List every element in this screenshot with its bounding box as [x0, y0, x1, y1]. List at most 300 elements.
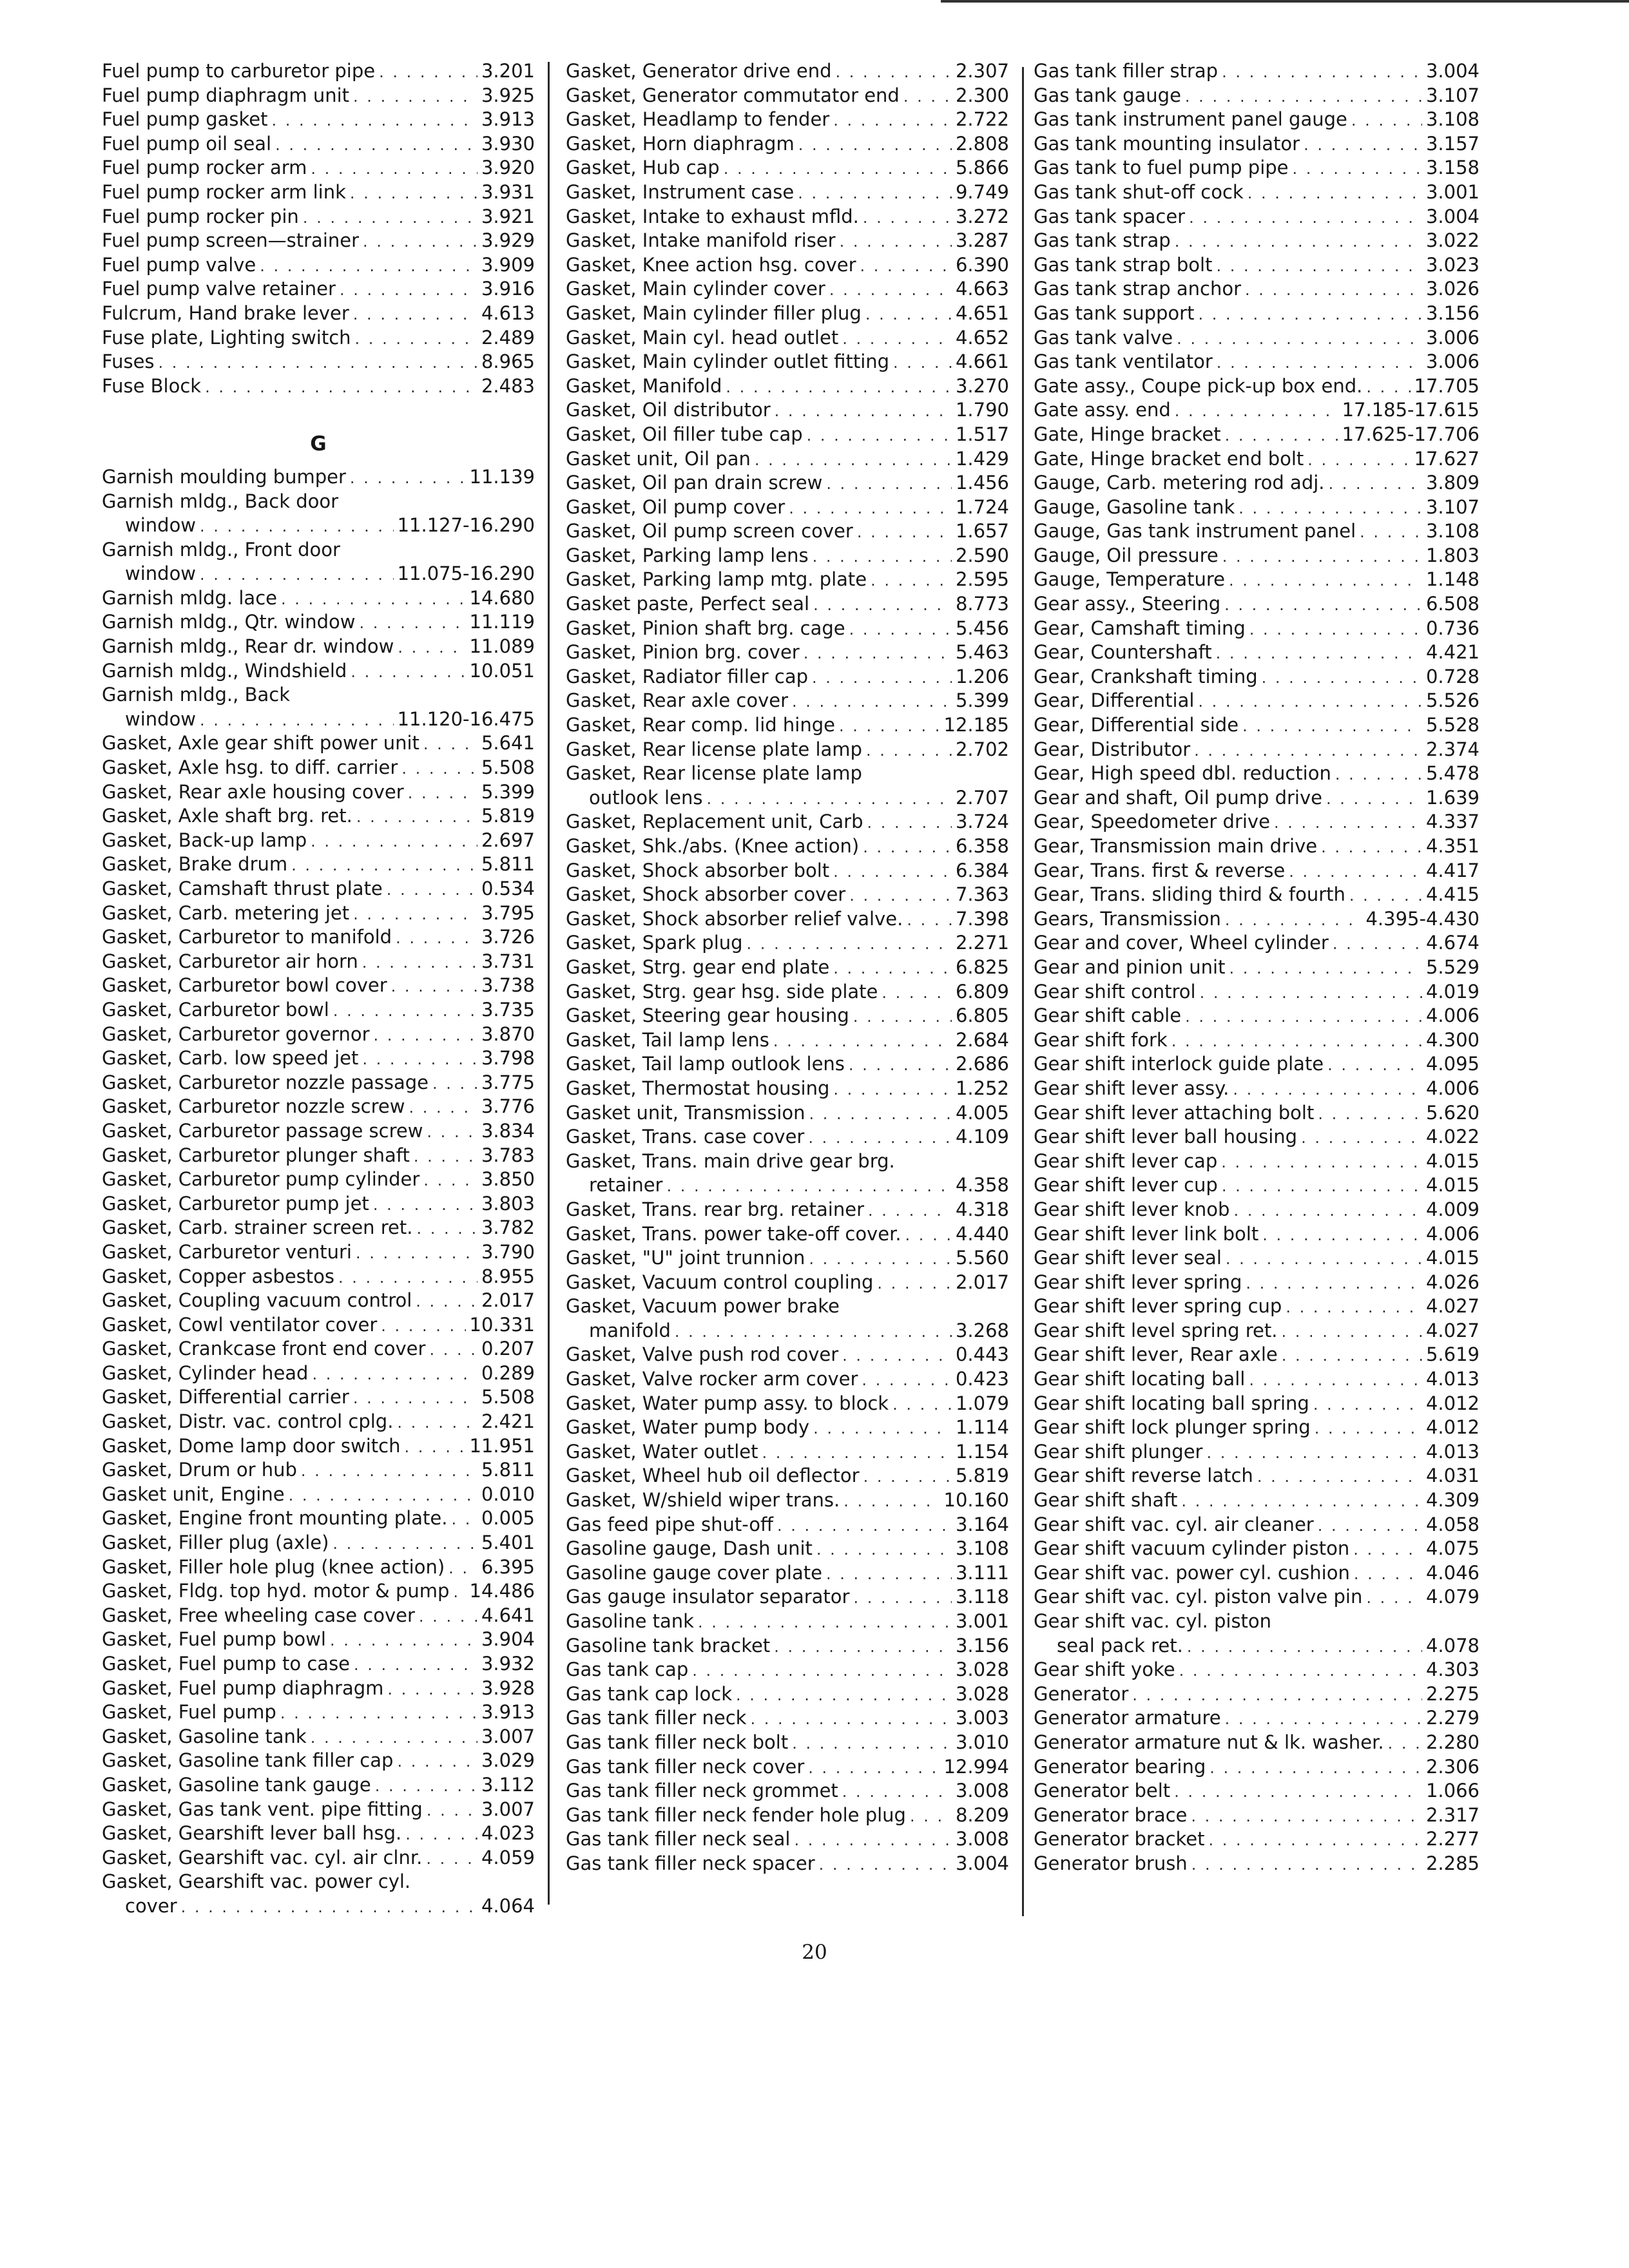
- dot-leader: [427, 1120, 477, 1144]
- index-entry: [566, 810, 1009, 834]
- entry-reference: 3.107: [1425, 84, 1480, 106]
- entry-term: Generator bearing: [1034, 1755, 1206, 1778]
- entry-reference: 2.300: [955, 84, 1009, 106]
- entry-reference: 4.415: [1425, 883, 1480, 906]
- index-entry: [102, 1240, 535, 1265]
- dot-leader: [826, 1562, 952, 1586]
- dot-leader: [1333, 932, 1422, 956]
- dot-leader: [1289, 860, 1422, 883]
- entry-reference: 11.951: [469, 1434, 535, 1457]
- entry-term: Gear shift lock plunger spring: [1034, 1416, 1311, 1439]
- entry-term: Gas tank filler neck spacer: [566, 1852, 815, 1874]
- index-entry: [102, 1604, 535, 1628]
- index-entry: [566, 1682, 1009, 1707]
- entry-term: Gasket, Trans. rear brg. retainer: [566, 1198, 865, 1220]
- entry-term: Gas tank filler neck: [566, 1707, 747, 1729]
- index-entry: [1034, 738, 1480, 762]
- entry-term: Gasket, Carburetor pump cylinder: [102, 1168, 420, 1191]
- entry-reference: 3.201: [481, 60, 535, 82]
- entry-reference: 3.870: [481, 1023, 535, 1045]
- index-entry-heading: Garnish mldg., Back: [102, 684, 290, 706]
- entry-term: cover: [125, 1894, 177, 1917]
- dot-leader: [409, 1096, 477, 1119]
- entry-reference: 2.277: [1425, 1828, 1480, 1850]
- index-entry: [566, 471, 1009, 495]
- entry-term: Gear shift locating ball spring: [1034, 1392, 1309, 1414]
- dot-leader: [1229, 569, 1422, 592]
- entry-reference: 3.006: [1425, 351, 1480, 373]
- dot-leader: [807, 424, 952, 447]
- dot-leader: [280, 1702, 477, 1725]
- dot-leader: [675, 1320, 952, 1343]
- dot-leader: [813, 545, 952, 568]
- entry-reference: 0.423: [955, 1368, 1009, 1390]
- entry-reference: 3.158: [1425, 157, 1480, 179]
- index-entry: [566, 1222, 1009, 1247]
- dot-leader: [260, 255, 477, 278]
- entry-reference: 4.064: [481, 1894, 535, 1917]
- dot-leader: [1301, 1126, 1422, 1149]
- dot-leader: [1177, 327, 1422, 351]
- index-entry: [566, 834, 1009, 859]
- entry-term: Gasket, Fldg. top hyd. motor & pump: [102, 1580, 450, 1602]
- index-entry: [1034, 84, 1480, 108]
- entry-term: Gasket, Carburetor air horn: [102, 950, 358, 972]
- dot-leader: [416, 1290, 477, 1313]
- entry-term: Fuel pump diaphragm unit: [102, 84, 350, 106]
- entry-term: Gasket, Gasoline tank: [102, 1725, 307, 1747]
- index-entry: [102, 277, 535, 302]
- index-entry: [102, 1192, 535, 1216]
- index-entry-heading: Gasket, Vacuum power brake: [566, 1295, 840, 1318]
- index-entry: [566, 1561, 1009, 1586]
- entry-reference: 3.272: [955, 205, 1009, 227]
- entry-reference: 4.079: [1425, 1586, 1480, 1608]
- index-entry: [102, 1289, 535, 1313]
- index-entry: [1034, 374, 1480, 399]
- entry-term: Gear, Crankshaft timing: [1034, 665, 1258, 687]
- dot-leader: [750, 1707, 952, 1731]
- entry-reference: 3.776: [481, 1095, 535, 1118]
- entry-reference: 3.775: [481, 1071, 535, 1093]
- entry-term: Garnish mldg., Qtr. window: [102, 611, 356, 633]
- index-entry: [566, 1827, 1009, 1852]
- dot-leader: [836, 61, 952, 84]
- column-divider-1: [548, 62, 550, 1905]
- entry-term: Gear, Differential side: [1034, 714, 1239, 736]
- entry-term: Gasket, Hub cap: [566, 157, 720, 179]
- index-entry: [1034, 956, 1480, 980]
- entry-reference: 3.909: [481, 253, 535, 276]
- entry-reference: 2.285: [1425, 1852, 1480, 1874]
- entry-reference: 2.017: [955, 1271, 1009, 1293]
- index-entry: [566, 302, 1009, 326]
- index-entry: [566, 447, 1009, 472]
- dot-leader: [416, 1217, 477, 1240]
- entry-reference: 17.705: [1414, 374, 1480, 397]
- entry-term: Gauge, Carb. metering rod adj.: [1034, 472, 1325, 494]
- entry-reference: 11.139: [469, 465, 535, 488]
- dot-leader: [877, 1272, 952, 1295]
- dot-leader: [423, 733, 477, 756]
- index-entry-heading: Gasket, Gearshift vac. power cyl.: [102, 1870, 411, 1893]
- index-entry: [102, 1313, 535, 1338]
- dot-leader: [813, 1417, 952, 1440]
- dot-leader: [706, 787, 952, 811]
- dot-leader: [1335, 763, 1422, 786]
- entry-reference: 5.528: [1425, 714, 1480, 736]
- entry-reference: 0.005: [481, 1507, 535, 1530]
- index-entry: [1034, 1803, 1480, 1828]
- entry-reference: 3.108: [955, 1537, 1009, 1560]
- entry-term: Generator brace: [1034, 1803, 1188, 1826]
- index-entry: [102, 829, 535, 853]
- entry-term: Gas tank filler neck seal: [566, 1828, 791, 1850]
- index-entry: [566, 1367, 1009, 1392]
- entry-term: retainer: [589, 1174, 663, 1196]
- entry-term: Gear shift lever, Rear axle: [1034, 1343, 1278, 1366]
- entry-term: Gas tank valve: [1034, 326, 1173, 349]
- dot-leader: [387, 1678, 477, 1701]
- entry-reference: 0.443: [955, 1343, 1009, 1366]
- entry-reference: 5.456: [955, 617, 1009, 639]
- entry-term: Gas tank strap bolt: [1034, 253, 1213, 276]
- entry-reference: 6.395: [481, 1555, 535, 1578]
- entry-reference: 1.657: [955, 520, 1009, 543]
- entry-reference: 3.156: [955, 1634, 1009, 1657]
- dot-leader: [351, 660, 465, 684]
- index-entry: [566, 1731, 1009, 1755]
- entry-reference: 3.010: [955, 1731, 1009, 1753]
- entry-term: Gasket, Axle gear shift power unit: [102, 732, 419, 754]
- entry-reference: 2.306: [1425, 1755, 1480, 1778]
- dot-leader: [1326, 787, 1422, 811]
- entry-term: Gasket, Carb. metering jet: [102, 901, 350, 924]
- entry-term: Fuel pump rocker pin: [102, 205, 299, 227]
- index-entry: [566, 665, 1009, 689]
- entry-reference: 4.351: [1425, 835, 1480, 857]
- dot-leader: [311, 157, 477, 180]
- index-entry: [102, 156, 535, 180]
- index-entry: [1034, 495, 1480, 520]
- index-entry: [1034, 859, 1480, 883]
- dot-leader: [774, 1635, 952, 1658]
- dot-leader: [1293, 157, 1422, 180]
- entry-term: Gasket, Carburetor bowl cover: [102, 974, 387, 997]
- dot-leader: [1221, 1151, 1422, 1174]
- dot-leader: [1248, 182, 1422, 205]
- dot-leader: [809, 1102, 952, 1126]
- dot-leader: [865, 303, 952, 326]
- dot-leader: [863, 836, 952, 859]
- dot-leader: [414, 1145, 477, 1168]
- spacer: [102, 398, 535, 423]
- index-entry: [566, 931, 1009, 956]
- index-entry: [102, 1773, 535, 1798]
- index-entry-heading: Gear shift vac. cyl. piston: [1034, 1610, 1272, 1632]
- entry-term: Gasket, Free wheeling case cover: [102, 1604, 415, 1626]
- index-entry: [1034, 810, 1480, 834]
- dot-leader: [1210, 1756, 1422, 1780]
- entry-term: Gasket, Shk./abs. (Knee action): [566, 835, 860, 857]
- entry-term: Gasket, Copper asbestos: [102, 1265, 335, 1287]
- entry-reference: 3.287: [955, 229, 1009, 252]
- entry-reference: 2.590: [955, 544, 1009, 566]
- dot-leader: [1189, 206, 1422, 229]
- index-entry: [1034, 1125, 1480, 1149]
- entry-term: Gasket, Headlamp to fender: [566, 108, 830, 131]
- dot-leader: [353, 1387, 477, 1410]
- entry-reference: 3.731: [481, 950, 535, 972]
- index-entry: [1034, 907, 1480, 932]
- index-entry: [1034, 568, 1480, 592]
- entry-reference: 2.275: [1425, 1682, 1480, 1705]
- dot-leader: [840, 230, 952, 253]
- entry-reference: 4.440: [955, 1222, 1009, 1245]
- entry-reference: 3.795: [481, 901, 535, 924]
- dot-leader: [1366, 1586, 1422, 1610]
- entry-term: Gasket, Gasoline tank gauge: [102, 1773, 371, 1796]
- entry-reference: 4.663: [955, 278, 1009, 300]
- index-entry: [1034, 180, 1480, 205]
- entry-reference: 3.111: [955, 1561, 1009, 1584]
- entry-term: Gear and shaft, Oil pump drive: [1034, 786, 1322, 809]
- entry-reference: 3.028: [955, 1658, 1009, 1681]
- dot-leader: [374, 1024, 477, 1047]
- entry-term: Fuel pump rocker arm: [102, 157, 307, 179]
- entry-term: Gas tank cap: [566, 1658, 689, 1681]
- entry-reference: 4.641: [481, 1604, 535, 1626]
- entry-term: Fuse Block: [102, 374, 202, 397]
- entry-term: Gasket, Back-up lamp: [102, 829, 307, 851]
- entry-term: Gasket, Carburetor venturi: [102, 1240, 352, 1263]
- index-entry: [566, 1101, 1009, 1126]
- dot-leader: [360, 611, 466, 635]
- entry-reference: 14.486: [469, 1580, 535, 1602]
- entry-reference: 3.003: [955, 1707, 1009, 1729]
- entry-reference: 7.363: [955, 883, 1009, 906]
- index-entry: [566, 1416, 1009, 1440]
- dot-leader: [353, 903, 477, 926]
- entry-term: Gasoline tank bracket: [566, 1634, 771, 1657]
- entry-term: Gasket, Carburetor bowl: [102, 998, 329, 1021]
- dot-leader: [842, 327, 952, 351]
- entry-term: Gate, Hinge bracket: [1034, 423, 1221, 445]
- index-entry: [1034, 1513, 1480, 1537]
- entry-reference: 2.307: [955, 60, 1009, 82]
- dot-leader: [405, 1823, 477, 1846]
- entry-reference: 3.803: [481, 1192, 535, 1215]
- entry-term: Gasket, Intake manifold riser: [566, 229, 836, 252]
- index-entry: [102, 1385, 535, 1410]
- index-entry: [566, 108, 1009, 132]
- entry-reference: 2.483: [481, 374, 535, 397]
- entry-term: Gasket, Carburetor passage screw: [102, 1119, 423, 1142]
- entry-reference: 12.185: [943, 714, 1009, 736]
- dot-leader: [333, 1532, 477, 1555]
- dot-leader: [353, 303, 477, 326]
- dot-leader: [809, 1247, 952, 1271]
- dot-leader: [849, 884, 952, 907]
- entry-reference: 3.006: [1425, 326, 1480, 349]
- entry-reference: 4.109: [955, 1126, 1009, 1148]
- index-entry: [102, 852, 535, 877]
- entry-term: Generator belt: [1034, 1780, 1171, 1802]
- entry-term: Gear, Camshaft timing: [1034, 617, 1246, 639]
- dot-leader: [1185, 85, 1422, 108]
- entry-reference: 11.075-16.290: [397, 562, 535, 585]
- entry-term: Gasket unit, Oil pan: [566, 447, 751, 470]
- index-entry: [102, 635, 535, 659]
- entry-reference: 3.850: [481, 1168, 535, 1191]
- entry-reference: 1.790: [955, 399, 1009, 421]
- entry-term: Gas tank filler neck bolt: [566, 1731, 789, 1753]
- index-entry: [1034, 1294, 1480, 1319]
- index-entry: [566, 180, 1009, 205]
- entry-term: Gasket, Spark plug: [566, 932, 743, 954]
- dot-leader: [1281, 1320, 1422, 1343]
- entry-term: Garnish moulding bumper: [102, 465, 346, 488]
- index-entry: [1034, 1392, 1480, 1416]
- entry-reference: 6.809: [955, 980, 1009, 1003]
- dot-leader: [1209, 1829, 1422, 1852]
- dot-leader: [842, 1780, 952, 1803]
- index-entry: [102, 974, 535, 998]
- entry-reference: 2.684: [955, 1028, 1009, 1051]
- entry-reference: 4.300: [1425, 1028, 1480, 1051]
- index-entry: [102, 1483, 535, 1507]
- index-entry: [1034, 1149, 1480, 1174]
- dot-leader: [726, 376, 952, 399]
- dot-leader: [1239, 497, 1422, 520]
- dot-leader: [379, 61, 477, 84]
- index-entry: [566, 374, 1009, 399]
- dot-leader: [867, 811, 952, 834]
- dot-leader: [777, 1514, 952, 1537]
- index-entry: [566, 1537, 1009, 1561]
- entry-reference: 3.913: [481, 1701, 535, 1724]
- entry-term: Gasket, Generator commutator end: [566, 84, 900, 106]
- entry-reference: 2.279: [1425, 1707, 1480, 1729]
- entry-term: Gasket, Shock absorber relief valve.: [566, 907, 903, 930]
- entry-reference: 9.749: [955, 180, 1009, 203]
- index-entry: [102, 59, 535, 84]
- dot-leader: [849, 1053, 952, 1077]
- index-column-1: [102, 59, 535, 1919]
- index-entry: [1034, 1488, 1480, 1513]
- index-entry: [566, 495, 1009, 520]
- dot-leader: [1175, 230, 1422, 253]
- entry-term: Gasket, Horn diaphragm: [566, 132, 795, 155]
- entry-term: Gears, Transmission: [1034, 907, 1221, 930]
- entry-term: Gear assy., Steering: [1034, 593, 1221, 615]
- dot-leader: [724, 157, 952, 180]
- dot-leader: [812, 666, 952, 689]
- dot-leader: [362, 951, 477, 974]
- dot-leader: [1200, 981, 1422, 1004]
- dot-leader: [1191, 1853, 1422, 1876]
- index-entry: [1034, 326, 1480, 351]
- entry-reference: 5.526: [1425, 689, 1480, 712]
- dot-leader: [356, 1242, 477, 1265]
- index-entry: [102, 1821, 535, 1846]
- entry-reference: 6.384: [955, 859, 1009, 881]
- entry-term: Gasket, Gearshift lever ball hsg.: [102, 1822, 402, 1845]
- index-entry: [566, 1779, 1009, 1803]
- entry-reference: 2.686: [955, 1053, 1009, 1075]
- index-entry: [566, 132, 1009, 157]
- entry-reference: 3.783: [481, 1144, 535, 1166]
- entry-term: Gasket, Dome lamp door switch: [102, 1434, 401, 1457]
- dot-leader: [842, 1344, 952, 1367]
- dot-leader: [1225, 424, 1338, 447]
- entry-reference: 4.005: [955, 1101, 1009, 1124]
- entry-term: Gear shift vacuum cylinder piston: [1034, 1537, 1350, 1560]
- dot-leader: [1175, 399, 1338, 423]
- entry-term: Gear shift lever link bolt: [1034, 1222, 1259, 1245]
- index-entry: [1034, 1634, 1480, 1658]
- index-entry: [566, 229, 1009, 253]
- entry-reference: 5.401: [481, 1532, 535, 1554]
- dot-leader: [692, 1659, 952, 1682]
- index-entry: [1034, 447, 1480, 472]
- entry-term: Gauge, Oil pressure: [1034, 544, 1219, 566]
- index-entry: [1034, 1537, 1480, 1561]
- dot-leader: [281, 588, 466, 611]
- entry-term: Gas tank spacer: [1034, 205, 1186, 227]
- top-rule: [941, 0, 1629, 3]
- entry-reference: 1.252: [955, 1077, 1009, 1099]
- entry-reference: 4.006: [1425, 1004, 1480, 1027]
- index-entry: [102, 1555, 535, 1580]
- index-entry: [102, 1168, 535, 1192]
- entry-reference: 1.429: [955, 447, 1009, 470]
- entry-reference: 5.811: [481, 853, 535, 876]
- index-entry: [566, 1271, 1009, 1295]
- entry-reference: 3.932: [481, 1653, 535, 1675]
- entry-reference: 3.738: [481, 974, 535, 997]
- entry-reference: 4.078: [1425, 1634, 1480, 1657]
- dot-leader: [816, 1538, 952, 1561]
- entry-term: Gasket, Oil pump cover: [566, 495, 786, 518]
- entry-term: Gear shift vac. cyl. piston valve pin: [1034, 1586, 1363, 1608]
- index-entry: [1034, 1077, 1480, 1101]
- entry-term: Gear shift fork: [1034, 1028, 1168, 1051]
- index-entry: [566, 1198, 1009, 1222]
- dot-leader: [1224, 593, 1422, 617]
- dot-leader: [200, 515, 394, 538]
- dot-leader: [453, 1581, 465, 1604]
- index-entry: [1034, 1755, 1480, 1780]
- entry-reference: 10.160: [943, 1489, 1009, 1512]
- index-entry: [566, 277, 1009, 302]
- entry-reference: 5.529: [1425, 956, 1480, 978]
- entry-term: Gear and pinion unit: [1034, 956, 1226, 978]
- dot-leader: [833, 957, 952, 980]
- dot-leader: [1206, 1441, 1422, 1465]
- entry-reference: 3.735: [481, 998, 535, 1021]
- index-entry: [566, 883, 1009, 907]
- entry-term: Gasket, Carburetor to manifold: [102, 926, 392, 948]
- dot-leader: [355, 327, 477, 351]
- index-entry: [102, 302, 535, 326]
- entry-reference: 3.724: [955, 811, 1009, 833]
- entry-reference: 4.421: [1425, 641, 1480, 664]
- entry-reference: 3.001: [1425, 180, 1480, 203]
- entry-reference: 10.331: [469, 1313, 535, 1336]
- index-entry: [566, 1319, 1009, 1343]
- entry-term: Gasket, Wheel hub oil deflector: [566, 1465, 860, 1487]
